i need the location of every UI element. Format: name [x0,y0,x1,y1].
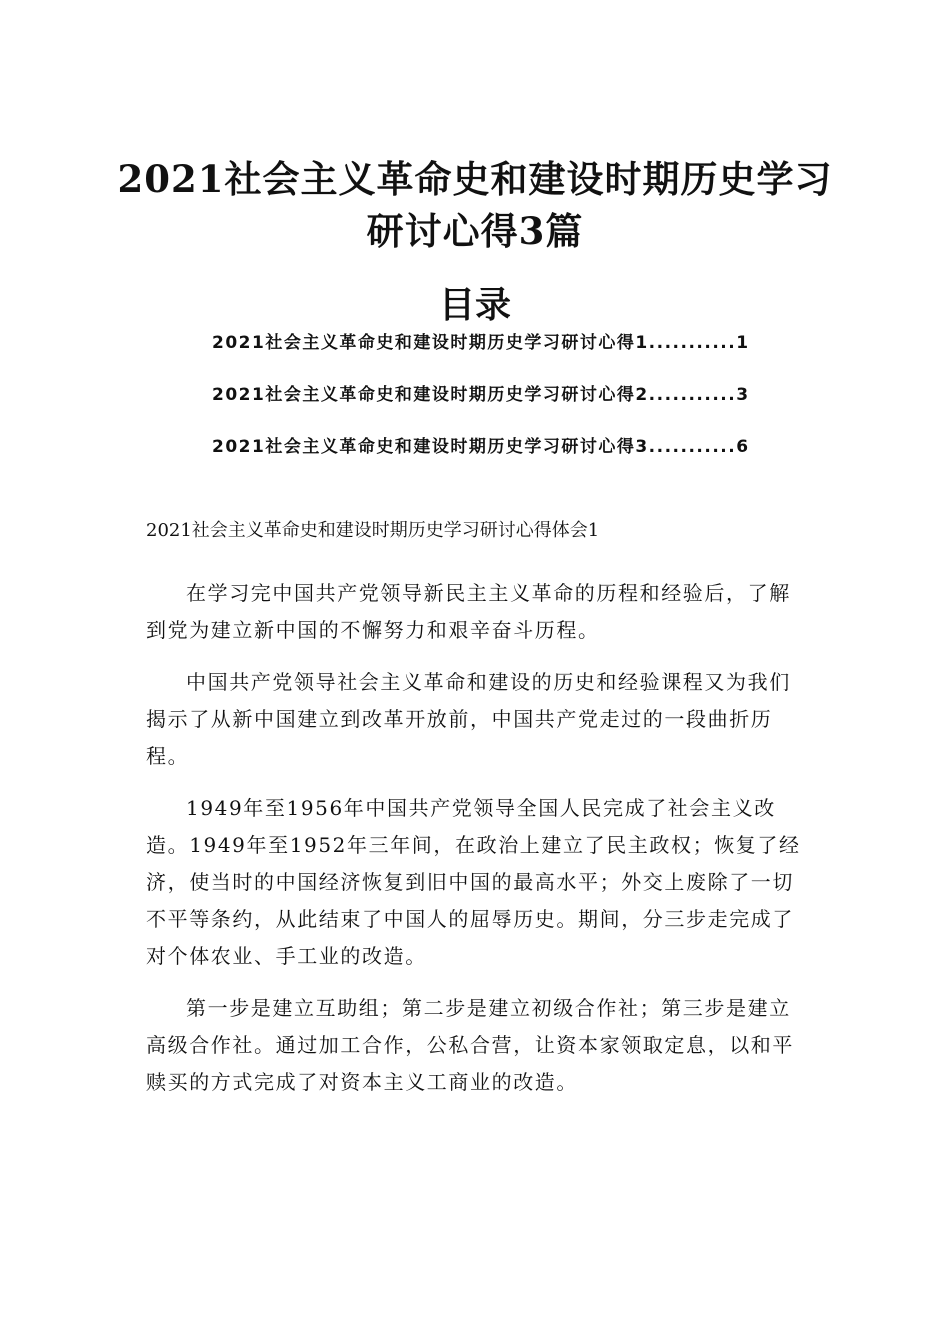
table-of-contents [212,330,812,486]
toc-entry-label: 2021社会主义革命史和建设时期历史学习研讨心得3 [212,437,649,457]
body-text [146,575,806,1116]
section-title: 2021社会主义革命史和建设时期历史学习研讨心得体会1 [146,520,600,541]
toc-entry-page: 3 [736,385,750,405]
toc-entry-label: 2021社会主义革命史和建设时期历史学习研讨心得2 [212,385,649,405]
toc-entry-leader: ........... [648,385,737,405]
toc-entry-1[interactable] [212,330,812,356]
toc-heading: 目录 [438,283,511,326]
toc-entry-label: 2021社会主义革命史和建设时期历史学习研讨心得1 [212,333,649,353]
toc-entry-page: 1 [736,333,750,353]
toc-entry-2[interactable] [212,382,812,408]
toc-entry-3[interactable] [212,434,812,460]
toc-entry-leader: ........... [648,333,737,353]
document-title: 2021社会主义革命史和建设时期历史学习研讨心得3篇 [117,156,833,253]
paragraph: 中国共产党领导社会主义革命和建设的历史和经验课程又为我们揭示了从新中国建立到改革开放前，中国共产党走过的一段曲折历程。 [146,670,791,768]
toc-entry-page: 6 [736,437,750,457]
toc-entry-leader: ........... [648,437,737,457]
paragraph: 在学习完中国共产党领导新民主主义革命的历程和经验后，了解到党为建立新中国的不懈努力和艰辛奋斗历程。 [146,581,791,642]
paragraph: 1949年至1956年中国共产党领导全国人民完成了社会主义改造。1949年至1952年三年间，在政治上建立了民主政权；恢复了经济，使当时的中国经济恢复到旧中国的最高水平；外交上废除了一切不平等条约，从此结束了中国人的屈辱历史。期间，分三步走完成了对个体农业、手工业的改造。 [146,796,801,968]
paragraph: 第一步是建立互助组；第二步是建立初级合作社；第三步是建立高级合作社。通过加工合作，公私合营，让资本家领取定息，以和平赎买的方式完成了对资本主义工商业的改造。 [146,996,794,1094]
